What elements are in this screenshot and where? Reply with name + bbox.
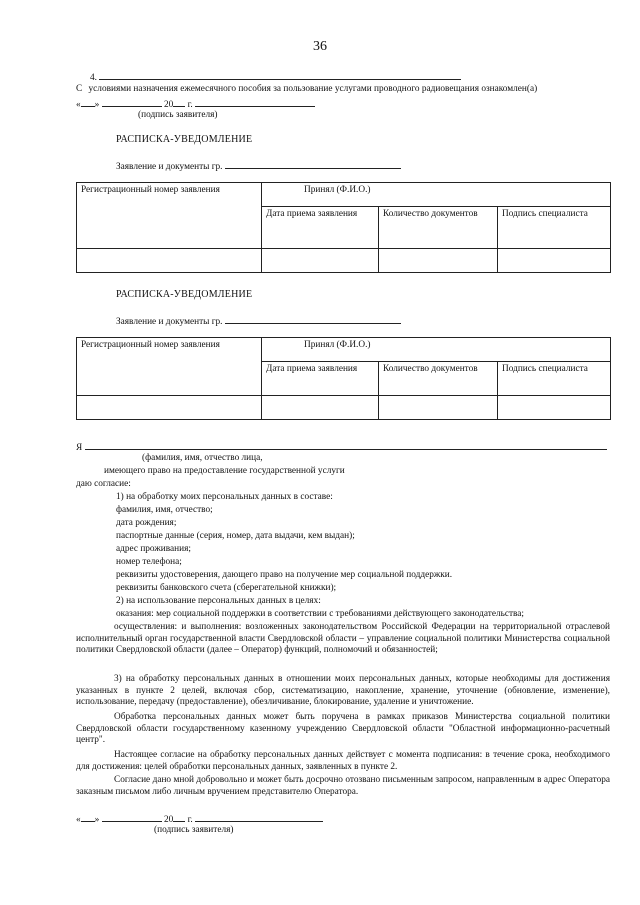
receipt-2-col-signature: Подпись специалиста: [498, 362, 611, 396]
receipt-2-statement: Заявление и документы гр.: [116, 317, 223, 327]
receipt-1-statement: Заявление и документы гр.: [116, 162, 223, 172]
consent-p1-item: номер телефона;: [116, 557, 182, 567]
receipt-2-title: РАСПИСКА-УВЕДОМЛЕНИЕ: [116, 289, 253, 300]
conditions-line: [76, 84, 537, 96]
consent-p2-title: 2) на использование персональных данных в целях:: [116, 596, 321, 606]
receipt-1-name-blank[interactable]: [225, 159, 401, 169]
year-suffix: г.: [187, 815, 193, 825]
consent-p1-item: реквизиты банковского счета (сберегательной книжки);: [116, 583, 337, 593]
consent-fio-caption: (фамилия, имя, отчество лица,: [142, 453, 263, 463]
receipt-1-cell-count[interactable]: [379, 249, 498, 273]
signature-blank[interactable]: [195, 97, 315, 107]
consent-p6: Согласие дано мной добровольно и может быть досрочно отозвано письменным запросом, направленным в адрес Оператора заказным письмом либо личным вручением представителю Оператора.: [76, 775, 610, 797]
receipt-1-col-date: Дата приема заявления: [262, 207, 379, 249]
item-4-line: [90, 70, 461, 85]
receipt-1-cell-signature[interactable]: [498, 249, 611, 273]
consent-i-label: Я: [76, 443, 83, 453]
consent-p5: Настоящее согласие на обработку персональных данных действует с момента подписания: в течение срока, необходимого для достижения: целей обработки персональных данных, заявленных в пункте 2.: [76, 750, 610, 772]
receipt-1-cell-date[interactable]: [262, 249, 379, 273]
item-4-number: 4.: [90, 73, 97, 83]
quote-close: »: [94, 100, 100, 110]
receipt-2-col-count: Количество документов: [379, 362, 498, 396]
receipt-2-reg-number-header: Регистрационный номер заявления: [77, 338, 262, 396]
quote-close: »: [94, 815, 100, 825]
consent-p3: 3) на обработку персональных данных в отношении моих персональных данных, которые необходимы для достижения указанных в пункте 2 целей, включая сбор, систематизацию, накопление, хранение, уточнение (обновление, изменение), использование, передачу (предоставление), обезличивание, блокирование, удаление и уничтожение.: [76, 674, 610, 708]
receipt-1-table: [76, 182, 611, 273]
receipt-1-cell-reg-number[interactable]: [77, 249, 262, 273]
receipt-1-col-signature: Подпись специалиста: [498, 207, 611, 249]
quote-open: «: [76, 100, 81, 110]
receipt-2-cell-reg-number[interactable]: [77, 396, 262, 420]
consent-give: даю согласие:: [76, 479, 131, 489]
consent-right-caption: имеющего право на предоставление государственной услуги: [104, 466, 345, 476]
year-suffix: г.: [187, 100, 193, 110]
consent-p1-item: реквизиты удостоверения, дающего право на получение мер социальной поддержки.: [116, 570, 453, 580]
receipt-2-cell-signature[interactable]: [498, 396, 611, 420]
receipt-1-title: РАСПИСКА-УВЕДОМЛЕНИЕ: [116, 134, 253, 145]
consent-p4: Обработка персональных данных может быть поручена в рамках приказов Министерства социальной политики Свердловской области государственному казенному учреждению Свердловской области "Областной информационно-расчетный центр".: [76, 712, 610, 746]
receipt-2-accepted-header: Принял (Ф.И.О.): [262, 338, 611, 362]
year-blank[interactable]: [173, 97, 185, 107]
consent-p2-a: оказания: мер социальной поддержки в соответствии с требованиями действующего законодательства;: [116, 609, 525, 619]
receipt-2-cell-date[interactable]: [262, 396, 379, 420]
consent-p1-title: 1) на обработку моих персональных данных в составе:: [116, 492, 333, 502]
consent-p1-item: адрес проживания;: [116, 544, 191, 554]
day-blank[interactable]: [81, 97, 95, 107]
consent-p1-item: дата рождения;: [116, 518, 177, 528]
conditions-letter: С: [76, 84, 83, 94]
conditions-text: условиями назначения ежемесячного пособия за пользование услугами проводного радиовещания ознакомлен(а): [88, 84, 538, 94]
receipt-2-name-blank[interactable]: [225, 314, 401, 324]
consent-p1-item: фамилия, имя, отчество;: [116, 505, 213, 515]
signature-caption-2: (подпись заявителя): [154, 825, 234, 835]
receipt-2-table: [76, 337, 611, 420]
day-blank[interactable]: [81, 812, 95, 822]
month-blank[interactable]: [102, 97, 162, 107]
consent-fio-blank[interactable]: [85, 440, 607, 450]
year-prefix: 20: [163, 815, 174, 825]
month-blank[interactable]: [102, 812, 162, 822]
consent-p2-b: осуществления: и выполнения: возложенных законодательством Российской Федерации на территориальной отраслевой исполнительный орган государственной власти Свердловской области – управление социальной политики Министерства социальной политики Свердловской области (далее – Оператор) функций, полномочий и обязанностей;: [76, 622, 610, 656]
receipt-1-col-count: Количество документов: [379, 207, 498, 249]
signature-caption-1: (подпись заявителя): [138, 110, 218, 120]
page-number: 36: [313, 39, 327, 54]
signature-blank[interactable]: [195, 812, 323, 822]
year-blank[interactable]: [173, 812, 185, 822]
receipt-2-statement-line: [116, 314, 401, 329]
item-4-blank[interactable]: [99, 70, 461, 80]
year-prefix: 20: [163, 100, 174, 110]
receipt-1-reg-number-header: Регистрационный номер заявления: [77, 183, 262, 249]
receipt-1-statement-line: [116, 159, 401, 174]
consent-p1-item: паспортные данные (серия, номер, дата выдачи, кем выдан);: [116, 531, 355, 541]
receipt-1-accepted-header: Принял (Ф.И.О.): [262, 183, 611, 207]
quote-open: «: [76, 815, 81, 825]
receipt-2-col-date: Дата приема заявления: [262, 362, 379, 396]
receipt-2-cell-count[interactable]: [379, 396, 498, 420]
